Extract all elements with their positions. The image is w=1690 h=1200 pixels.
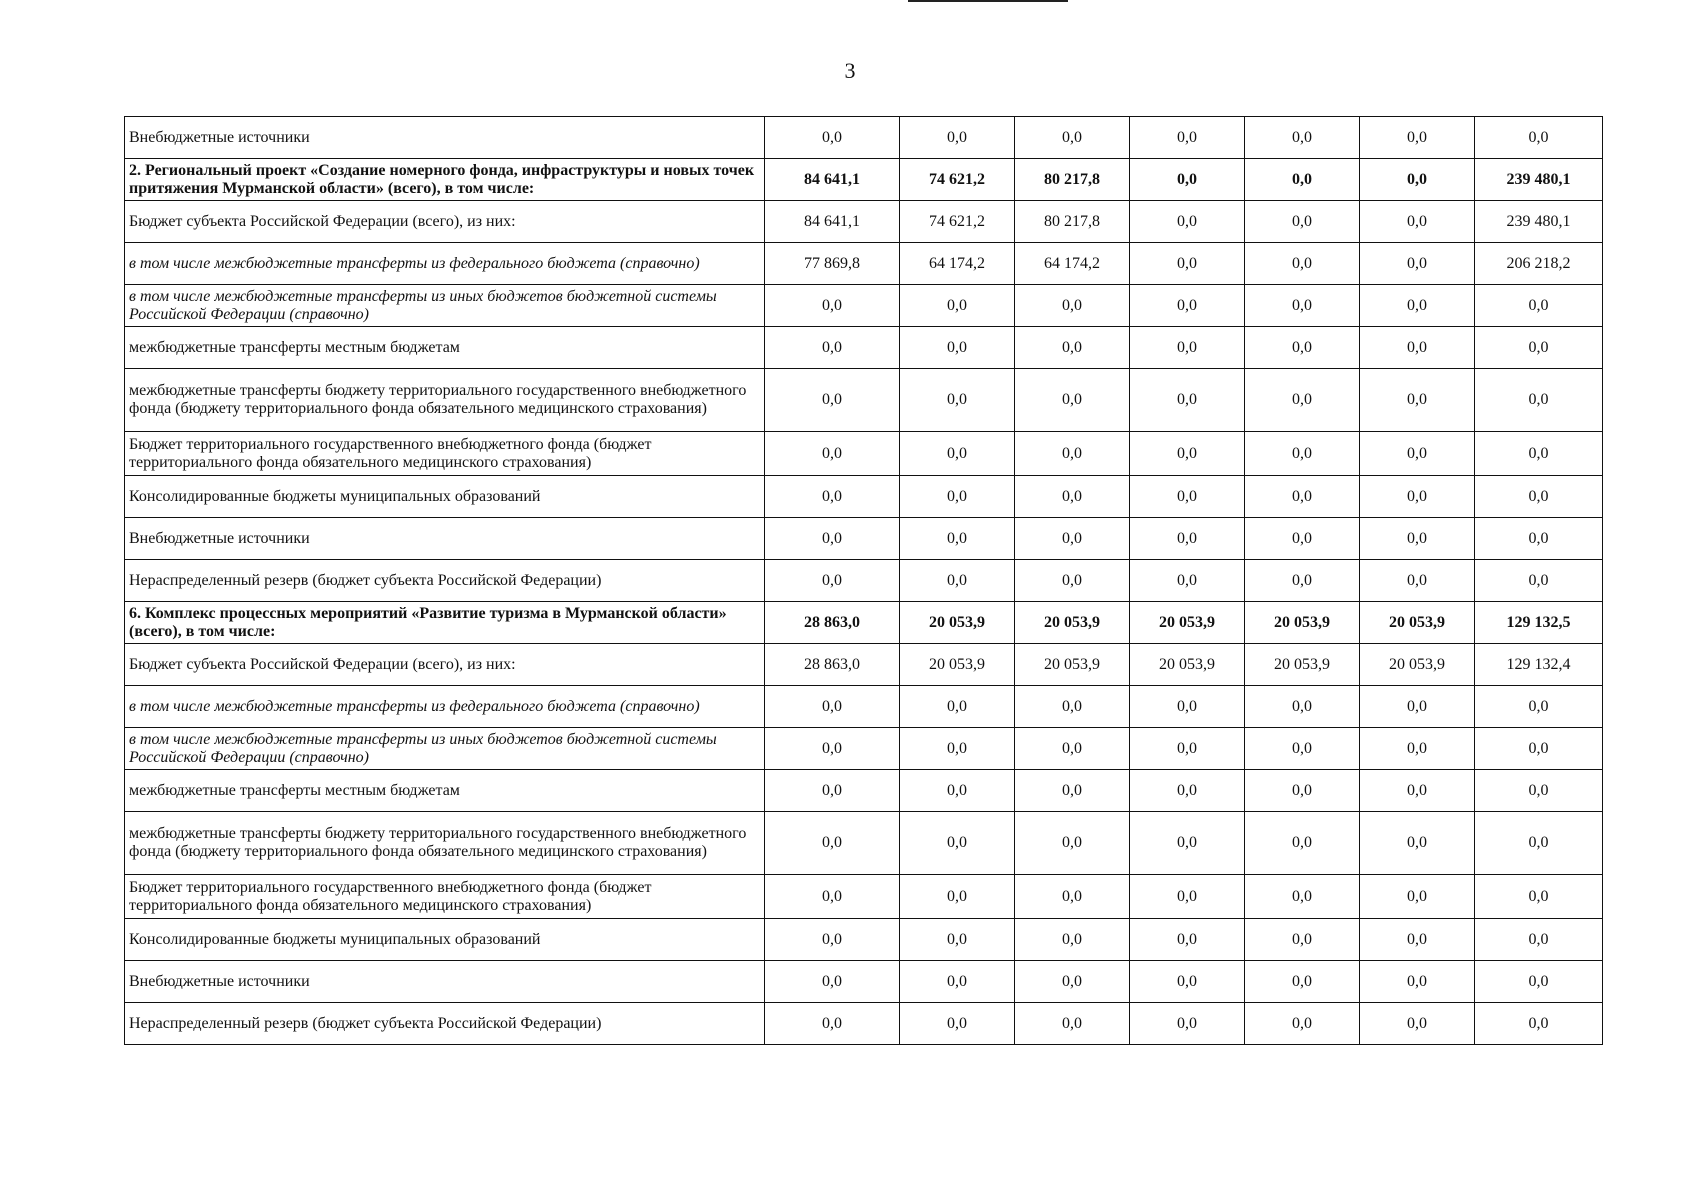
row-value: 0,0: [1015, 1003, 1130, 1045]
table-row: [125, 432, 1603, 476]
row-value: 0,0: [1015, 432, 1130, 476]
row-label: Бюджет субъекта Российской Федерации (всего), из них:: [125, 201, 765, 243]
row-value: 0,0: [900, 117, 1015, 159]
row-value: 0,0: [1245, 919, 1360, 961]
row-label: Бюджет территориального государственного внебюджетного фонда (бюджет территориального фонда обязательного медицинского страхования): [125, 875, 765, 919]
row-value: 0,0: [1130, 919, 1245, 961]
table-row: [125, 285, 1603, 327]
table-row: [125, 476, 1603, 518]
row-value: 0,0: [1015, 117, 1130, 159]
row-label: Консолидированные бюджеты муниципальных образований: [125, 476, 765, 518]
row-value: 0,0: [1245, 686, 1360, 728]
table-row: [125, 1003, 1603, 1045]
row-value: 0,0: [900, 518, 1015, 560]
row-value: 0,0: [1475, 285, 1603, 327]
row-value: 239 480,1: [1475, 201, 1603, 243]
row-value: 0,0: [1015, 728, 1130, 770]
row-value: 0,0: [900, 285, 1015, 327]
row-value: 64 174,2: [1015, 243, 1130, 285]
row-value: 0,0: [900, 812, 1015, 875]
row-label: в том числе межбюджетные трансферты из иных бюджетов бюджетной системы Российской Федерации (справочно): [125, 728, 765, 770]
row-value: 0,0: [1360, 770, 1475, 812]
row-value: 20 053,9: [1130, 602, 1245, 644]
row-value: 28 863,0: [765, 602, 900, 644]
row-value: 0,0: [1360, 476, 1475, 518]
budget-table: [124, 116, 1603, 1045]
row-value: 0,0: [1360, 875, 1475, 919]
row-value: 0,0: [900, 476, 1015, 518]
row-value: 0,0: [1245, 770, 1360, 812]
row-value: 0,0: [765, 518, 900, 560]
row-value: 0,0: [1245, 201, 1360, 243]
row-value: 0,0: [1015, 686, 1130, 728]
row-value: 20 053,9: [1130, 644, 1245, 686]
row-value: 0,0: [765, 728, 900, 770]
row-value: 0,0: [1360, 201, 1475, 243]
row-value: 0,0: [1245, 285, 1360, 327]
row-value: 0,0: [1475, 961, 1603, 1003]
row-value: 0,0: [1130, 961, 1245, 1003]
table-body: [125, 117, 1603, 1045]
page-number: 3: [844, 58, 856, 83]
row-value: 0,0: [1475, 560, 1603, 602]
row-value: 0,0: [1245, 875, 1360, 919]
row-value: 0,0: [1130, 243, 1245, 285]
row-value: 74 621,2: [900, 201, 1015, 243]
row-value: 0,0: [1015, 327, 1130, 369]
row-value: 84 641,1: [765, 159, 900, 201]
row-value: 239 480,1: [1475, 159, 1603, 201]
row-value: 0,0: [765, 770, 900, 812]
row-value: 0,0: [1245, 159, 1360, 201]
row-value: 0,0: [900, 875, 1015, 919]
row-value: 0,0: [1360, 560, 1475, 602]
row-value: 0,0: [1245, 369, 1360, 432]
row-value: 0,0: [1360, 117, 1475, 159]
row-label: в том числе межбюджетные трансферты из федерального бюджета (справочно): [125, 686, 765, 728]
row-value: 0,0: [1015, 919, 1130, 961]
row-value: 0,0: [1475, 476, 1603, 518]
row-value: 0,0: [1360, 961, 1475, 1003]
row-value: 20 053,9: [1245, 644, 1360, 686]
row-label: Внебюджетные источники: [125, 518, 765, 560]
row-value: 0,0: [1130, 875, 1245, 919]
row-value: 0,0: [765, 961, 900, 1003]
row-value: 0,0: [1360, 686, 1475, 728]
row-value: 20 053,9: [900, 602, 1015, 644]
row-value: 0,0: [1130, 476, 1245, 518]
row-value: 0,0: [900, 686, 1015, 728]
row-label: Внебюджетные источники: [125, 117, 765, 159]
row-value: 0,0: [1245, 961, 1360, 1003]
row-value: 0,0: [1015, 518, 1130, 560]
row-label: межбюджетные трансферты местным бюджетам: [125, 327, 765, 369]
row-value: 28 863,0: [765, 644, 900, 686]
row-value: 0,0: [765, 875, 900, 919]
row-value: 0,0: [1130, 1003, 1245, 1045]
row-label: в том числе межбюджетные трансферты из федерального бюджета (справочно): [125, 243, 765, 285]
row-label: Нераспределенный резерв (бюджет субъекта Российской Федерации): [125, 1003, 765, 1045]
row-label: 6. Комплекс процессных мероприятий «Развитие туризма в Мурманской области» (всего), в том числе:: [125, 602, 765, 644]
table-row: [125, 812, 1603, 875]
row-value: 20 053,9: [1245, 602, 1360, 644]
row-value: 0,0: [1475, 812, 1603, 875]
row-value: 129 132,4: [1475, 644, 1603, 686]
row-value: 0,0: [1130, 159, 1245, 201]
table-row: [125, 201, 1603, 243]
row-value: 0,0: [1015, 476, 1130, 518]
row-value: 0,0: [1245, 117, 1360, 159]
row-value: 0,0: [1360, 432, 1475, 476]
row-value: 20 053,9: [900, 644, 1015, 686]
table-row: [125, 728, 1603, 770]
row-value: 0,0: [765, 327, 900, 369]
table-row: [125, 560, 1603, 602]
table-row: [125, 602, 1603, 644]
row-value: 0,0: [1130, 285, 1245, 327]
row-label: межбюджетные трансферты бюджету территориального государственного внебюджетного фонда (бюджету территориального фонда обязательного медицинского страхования): [125, 812, 765, 875]
row-value: 0,0: [1360, 919, 1475, 961]
row-value: 0,0: [765, 432, 900, 476]
row-value: 0,0: [1475, 770, 1603, 812]
row-value: 0,0: [1245, 1003, 1360, 1045]
row-value: 0,0: [1360, 1003, 1475, 1045]
row-value: 0,0: [765, 369, 900, 432]
row-value: 0,0: [1360, 285, 1475, 327]
row-value: 20 053,9: [1360, 602, 1475, 644]
row-value: 0,0: [1015, 369, 1130, 432]
row-value: 0,0: [900, 961, 1015, 1003]
row-value: 0,0: [1015, 812, 1130, 875]
row-value: 0,0: [1015, 875, 1130, 919]
row-label: 2. Региональный проект «Создание номерного фонда, инфраструктуры и новых точек притяжения Мурманской области» (всего), в том числе:: [125, 159, 765, 201]
table-row: [125, 686, 1603, 728]
row-value: 0,0: [1245, 327, 1360, 369]
row-value: 0,0: [900, 728, 1015, 770]
row-value: 0,0: [1475, 518, 1603, 560]
row-value: 0,0: [1245, 812, 1360, 875]
table-row: [125, 644, 1603, 686]
top-rule: [908, 0, 1068, 2]
row-value: 0,0: [900, 369, 1015, 432]
row-value: 0,0: [765, 812, 900, 875]
row-value: 0,0: [1475, 117, 1603, 159]
row-value: 64 174,2: [900, 243, 1015, 285]
row-value: 0,0: [1130, 770, 1245, 812]
row-value: 80 217,8: [1015, 159, 1130, 201]
table-row: [125, 961, 1603, 1003]
table-row: [125, 518, 1603, 560]
row-value: 74 621,2: [900, 159, 1015, 201]
row-value: 0,0: [1475, 432, 1603, 476]
row-label: Бюджет территориального государственного внебюджетного фонда (бюджет территориального фонда обязательного медицинского страхования): [125, 432, 765, 476]
row-value: 0,0: [1245, 518, 1360, 560]
row-value: 0,0: [765, 919, 900, 961]
row-label: Бюджет субъекта Российской Федерации (всего), из них:: [125, 644, 765, 686]
row-value: 0,0: [1015, 560, 1130, 602]
row-value: 77 869,8: [765, 243, 900, 285]
row-value: 0,0: [1475, 875, 1603, 919]
row-value: 0,0: [900, 1003, 1015, 1045]
row-value: 0,0: [900, 919, 1015, 961]
table-row: [125, 919, 1603, 961]
table-row: [125, 117, 1603, 159]
row-value: 0,0: [1130, 117, 1245, 159]
row-value: 0,0: [1130, 686, 1245, 728]
row-value: 0,0: [1360, 327, 1475, 369]
row-value: 206 218,2: [1475, 243, 1603, 285]
row-value: 84 641,1: [765, 201, 900, 243]
row-value: 0,0: [1130, 812, 1245, 875]
row-value: 0,0: [1475, 369, 1603, 432]
row-value: 0,0: [765, 117, 900, 159]
row-value: 0,0: [1130, 560, 1245, 602]
table-row: [125, 875, 1603, 919]
row-value: 0,0: [1245, 476, 1360, 518]
row-value: 0,0: [1015, 770, 1130, 812]
row-value: 0,0: [900, 327, 1015, 369]
row-value: 129 132,5: [1475, 602, 1603, 644]
row-value: 20 053,9: [1360, 644, 1475, 686]
row-value: 0,0: [1015, 961, 1130, 1003]
row-label: межбюджетные трансферты местным бюджетам: [125, 770, 765, 812]
table-row: [125, 243, 1603, 285]
row-value: 0,0: [1245, 560, 1360, 602]
row-value: 0,0: [1360, 159, 1475, 201]
row-value: 0,0: [1130, 369, 1245, 432]
row-value: 0,0: [900, 432, 1015, 476]
row-value: 0,0: [1360, 369, 1475, 432]
row-label: Нераспределенный резерв (бюджет субъекта Российской Федерации): [125, 560, 765, 602]
row-value: 80 217,8: [1015, 201, 1130, 243]
row-value: 0,0: [1475, 327, 1603, 369]
row-value: 0,0: [1360, 243, 1475, 285]
row-value: 0,0: [765, 476, 900, 518]
row-value: 0,0: [1360, 518, 1475, 560]
row-value: 0,0: [1130, 327, 1245, 369]
row-value: 0,0: [765, 285, 900, 327]
row-value: 0,0: [1130, 728, 1245, 770]
row-value: 0,0: [1245, 728, 1360, 770]
row-value: 0,0: [900, 560, 1015, 602]
row-value: 0,0: [1360, 728, 1475, 770]
row-value: 0,0: [1245, 243, 1360, 285]
row-value: 0,0: [1475, 919, 1603, 961]
row-value: 0,0: [1475, 728, 1603, 770]
table-row: [125, 770, 1603, 812]
row-value: 0,0: [1360, 812, 1475, 875]
row-value: 20 053,9: [1015, 644, 1130, 686]
row-label: Внебюджетные источники: [125, 961, 765, 1003]
row-label: Консолидированные бюджеты муниципальных образований: [125, 919, 765, 961]
table-row: [125, 159, 1603, 201]
row-value: 0,0: [765, 686, 900, 728]
row-value: 0,0: [1475, 686, 1603, 728]
row-value: 0,0: [1130, 432, 1245, 476]
row-value: 0,0: [1475, 1003, 1603, 1045]
row-value: 0,0: [1245, 432, 1360, 476]
row-label: межбюджетные трансферты бюджету территориального государственного внебюджетного фонда (бюджету территориального фонда обязательного медицинского страхования): [125, 369, 765, 432]
row-value: 0,0: [900, 770, 1015, 812]
row-value: 20 053,9: [1015, 602, 1130, 644]
row-value: 0,0: [765, 1003, 900, 1045]
row-value: 0,0: [1130, 518, 1245, 560]
row-value: 0,0: [765, 560, 900, 602]
table-row: [125, 369, 1603, 432]
row-value: 0,0: [1015, 285, 1130, 327]
row-label: в том числе межбюджетные трансферты из иных бюджетов бюджетной системы Российской Федерации (справочно): [125, 285, 765, 327]
table-row: [125, 327, 1603, 369]
row-value: 0,0: [1130, 201, 1245, 243]
